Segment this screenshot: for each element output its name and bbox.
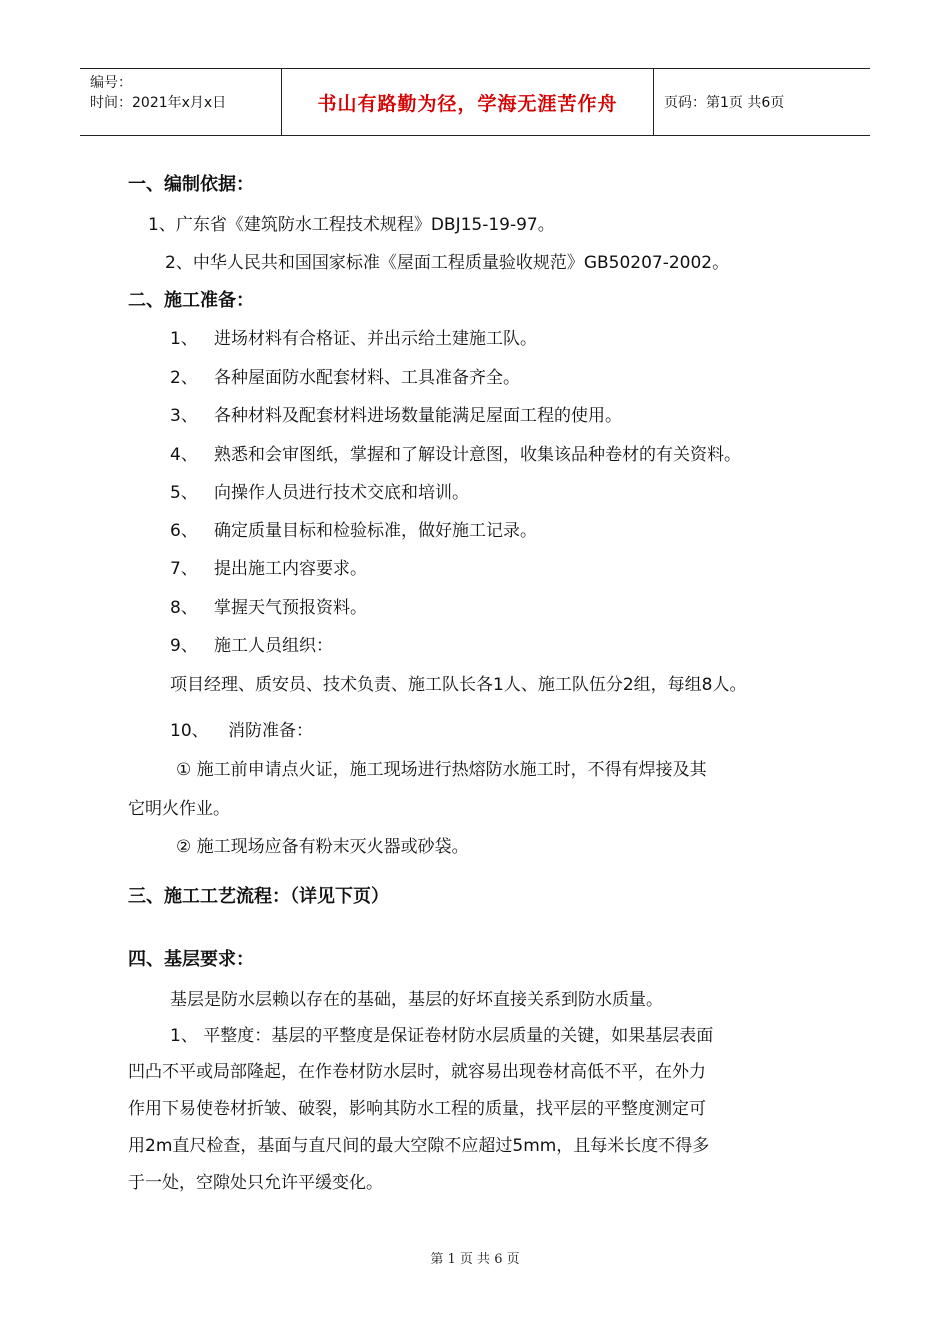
item-number: 3、 [170, 406, 198, 426]
section-2-title: 二、施工准备： [128, 290, 254, 311]
header-motto: 书山有路勤为径，学海无涯苦作舟 [282, 69, 654, 135]
item-number: 10、 [170, 721, 209, 741]
item-number: 5、 [170, 483, 198, 503]
s4-p1-line-1: 1、 平整度：基层的平整度是保证卷材防水层质量的关键，如果基层表面 [170, 1026, 714, 1046]
s2-item-7 [170, 554, 367, 579]
s2-fire-1b: 它明火作业。 [128, 799, 230, 819]
s4-p1-line-5: 于一处，空隙处只允许平缓变化。 [128, 1173, 383, 1193]
page-footer: 第 1 页 共 6 页 [430, 1252, 520, 1267]
s2-item-3 [170, 401, 622, 426]
s2-item-8 [170, 593, 367, 618]
item-text: 施工人员组织： [214, 636, 333, 656]
s2-item-1 [170, 324, 537, 349]
item-text: 各种材料及配套材料进场数量能满足屋面工程的使用。 [214, 406, 622, 426]
s2-item-5 [170, 478, 469, 503]
document-header [80, 68, 870, 136]
s2-fire-2: ② 施工现场应备有粉末灭火器或砂袋。 [176, 837, 469, 857]
item-text: 熟悉和会审图纸，掌握和了解设计意图，收集该品种卷材的有关资料。 [214, 445, 741, 465]
item-text: 消防准备： [228, 721, 313, 741]
s4-p1-line-3: 作用下易使卷材折皱、破裂，影响其防水工程的质量，找平层的平整度测定可 [128, 1099, 706, 1119]
s2-item-2 [170, 363, 520, 388]
section-3-title: 三、施工工艺流程：（详见下页） [128, 886, 389, 907]
item-text: 各种屋面防水配套材料、工具准备齐全。 [214, 368, 520, 388]
item-number: 6、 [170, 521, 198, 541]
s4-intro: 基层是防水层赖以存在的基础，基层的好坏直接关系到防水质量。 [170, 990, 663, 1010]
header-number-label: 编号： [90, 75, 132, 91]
s1-item-1: 1、广东省《建筑防水工程技术规程》DBJ15-19-97。 [148, 215, 555, 235]
header-meta [80, 69, 282, 135]
header-page-label: 页码：第1页 共6页 [664, 95, 785, 111]
item-text: 确定质量目标和检验标准，做好施工记录。 [214, 521, 537, 541]
s2-item-6 [170, 516, 537, 541]
s4-p1-line-2: 凹凸不平或局部隆起，在作卷材防水层时，就容易出现卷材高低不平，在外力 [128, 1062, 706, 1082]
s2-staff: 项目经理、质安员、技术负责、施工队长各1人、施工队伍分2组，每组8人。 [170, 675, 747, 695]
item-text: 进场材料有合格证、并出示给土建施工队。 [214, 329, 537, 349]
s4-p1-line-4: 用2m直尺检查，基面与直尺间的最大空隙不应超过5mm，且每米长度不得多 [128, 1136, 710, 1156]
header-time-label: 时间：2021年x月x日 [90, 95, 227, 111]
s2-item-9 [170, 631, 333, 656]
item-number: 4、 [170, 445, 198, 465]
s2-item-4 [170, 440, 741, 465]
item-text: 掌握天气预报资料。 [214, 598, 367, 618]
item-text: 提出施工内容要求。 [214, 559, 367, 579]
item-number: 7、 [170, 559, 198, 579]
item-text: 向操作人员进行技术交底和培训。 [214, 483, 469, 503]
s1-item-2: 2、中华人民共和国国家标准《屋面工程质量验收规范》GB50207-2002。 [165, 253, 730, 273]
s2-item-10 [170, 716, 313, 741]
item-number: 1、 [170, 329, 198, 349]
section-4-title: 四、基层要求： [128, 949, 254, 970]
s2-fire-1a: ① 施工前申请点火证，施工现场进行热熔防水施工时，不得有焊接及其 [176, 760, 707, 780]
item-number: 9、 [170, 636, 198, 656]
item-number: 2、 [170, 368, 198, 388]
section-1-title: 一、编制依据： [128, 174, 254, 195]
item-number: 8、 [170, 598, 198, 618]
